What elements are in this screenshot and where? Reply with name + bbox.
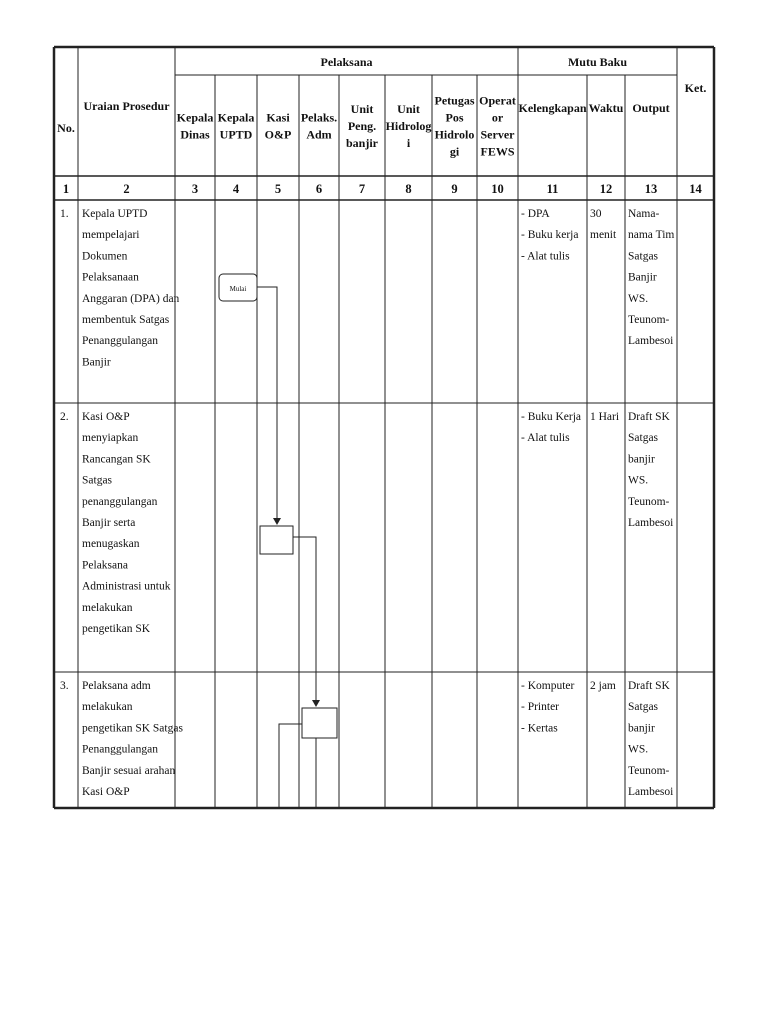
- time-text: 30: [590, 208, 602, 220]
- output-text: Lambesoi: [628, 517, 674, 529]
- column-number: 13: [644, 182, 658, 196]
- procedure-text: Rancangan SK: [82, 453, 151, 466]
- column-number: 12: [599, 182, 613, 196]
- column-number: 1: [62, 182, 70, 196]
- column-number: 9: [451, 182, 458, 196]
- header-actor-label: gi: [449, 144, 460, 159]
- process-pelaks-adm: [302, 708, 337, 738]
- output-text: Satgas: [628, 250, 659, 263]
- header-actor-label: FEWS: [480, 144, 515, 159]
- header-actor-label: Kepala: [176, 110, 214, 125]
- procedure-text: Administrasi untuk: [82, 580, 171, 593]
- equipment-text: - DPA: [521, 208, 550, 220]
- header-actor-label: Petugas: [434, 93, 475, 108]
- procedure-text: mempelajari: [82, 229, 140, 242]
- header-uraian: Uraian Prosedur: [83, 99, 170, 113]
- procedure-text: menyiapkan: [82, 432, 139, 445]
- row-number: 1.: [60, 208, 69, 220]
- output-text: banjir: [628, 453, 655, 466]
- column-number: 5: [274, 182, 282, 196]
- header-mutu-label: Kelengkapan: [518, 101, 587, 115]
- header-actor-label: banjir: [345, 136, 379, 150]
- column-number: 2: [123, 182, 130, 196]
- flowchart: [219, 274, 337, 808]
- header-actor-label: Peng.: [347, 119, 377, 133]
- equipment-text: - Komputer: [521, 680, 575, 692]
- procedure-text: Anggaran (DPA) dan: [82, 292, 180, 305]
- column-number: 14: [689, 182, 702, 196]
- procedure-text: Kepala UPTD: [82, 208, 148, 220]
- header-actor-label: Unit: [397, 102, 420, 116]
- procedure-text: Penanggulangan: [82, 743, 159, 756]
- table-grid: [54, 47, 714, 808]
- header-pelaksana: Pelaksana: [320, 55, 373, 69]
- output-text: Teunom-: [628, 495, 670, 508]
- column-number: 3: [191, 182, 199, 196]
- header-no: No.: [57, 121, 75, 135]
- output-text: WS.: [628, 474, 649, 487]
- header-actor-label: Hidrolog: [385, 119, 432, 133]
- header-actor-label: Dinas: [180, 127, 210, 142]
- procedure-text: penanggulangan: [82, 495, 158, 508]
- procedure-text: pengetikan SK: [82, 623, 151, 635]
- row-number: 3.: [60, 680, 69, 692]
- time-text: 2 jam: [590, 680, 616, 692]
- header-actor-label: UPTD: [219, 127, 253, 142]
- procedure-text: Penanggulangan: [82, 335, 159, 348]
- output-text: Satgas: [628, 432, 659, 445]
- output-text: Lambesoi: [628, 335, 674, 348]
- procedure-text: pengetikan SK Satgas: [82, 722, 183, 735]
- procedure-text: menugaskan: [82, 538, 140, 551]
- row-number: 2.: [60, 411, 69, 423]
- header-actor-label: Operat: [479, 93, 516, 108]
- output-text: Draft SK: [628, 680, 670, 692]
- header-actor-label: O&P: [264, 127, 292, 142]
- column-number: 6: [315, 182, 323, 196]
- table-text: [57, 55, 706, 798]
- procedure-text: Satgas: [82, 474, 113, 487]
- header-actor-label: or: [491, 110, 504, 125]
- header-actor-label: Server: [480, 127, 515, 142]
- output-text: Draft SK: [628, 411, 670, 423]
- header-mutu-label: Output: [632, 101, 670, 115]
- output-text: Nama-: [628, 208, 660, 220]
- output-text: Lambesoi: [628, 786, 674, 798]
- procedure-text: Kasi O&P: [82, 786, 130, 798]
- column-number: 10: [491, 182, 504, 196]
- procedure-text: Pelaksana adm: [82, 680, 151, 692]
- equipment-text: - Buku Kerja: [521, 411, 582, 423]
- procedure-text: Dokumen: [82, 250, 128, 263]
- procedure-text: Pelaksana: [82, 559, 128, 572]
- column-number: 7: [358, 182, 366, 196]
- connector-start-to-kasi: [257, 287, 277, 524]
- procedure-text: Banjir sesuai arahan: [82, 764, 176, 777]
- column-number: 11: [546, 182, 559, 196]
- column-number: 4: [232, 182, 240, 196]
- header-actor-label: Unit: [350, 102, 374, 116]
- equipment-text: - Buku kerja: [521, 229, 579, 242]
- output-text: WS.: [628, 743, 649, 756]
- output-text: WS.: [628, 292, 649, 305]
- header-actor-label: Pelaks.: [300, 110, 338, 125]
- header-actor-label: Pos: [445, 110, 464, 125]
- header-actor-label: Kasi: [266, 110, 290, 125]
- procedure-text: membentuk Satgas: [82, 314, 170, 326]
- header-actor-label: Kepala: [217, 110, 255, 125]
- procedure-text: melakukan: [82, 701, 133, 714]
- procedure-text: melakukan: [82, 601, 133, 614]
- column-number: 8: [405, 182, 412, 196]
- output-text: Teunom-: [628, 764, 670, 777]
- output-text: nama Tim: [628, 229, 675, 242]
- header-mutu-baku: Mutu Baku: [567, 55, 628, 69]
- start-terminator-label: Mulai: [229, 285, 247, 293]
- equipment-text: - Printer: [521, 701, 560, 714]
- equipment-text: - Alat tulis: [521, 250, 570, 263]
- procedure-text: Pelaksanaan: [82, 271, 139, 284]
- header-actor-label: i: [406, 136, 411, 150]
- procedure-text: Banjir: [82, 356, 111, 369]
- header-actor-label: Hidrolo: [434, 127, 475, 142]
- connector-kasi-to-adm: [293, 537, 316, 706]
- procedure-text: Banjir serta: [82, 517, 136, 529]
- header-mutu-label: Waktu: [588, 101, 624, 115]
- output-text: Banjir: [628, 271, 657, 284]
- equipment-text: - Alat tulis: [521, 432, 570, 445]
- output-text: Teunom-: [628, 314, 670, 326]
- output-text: Satgas: [628, 701, 659, 714]
- process-kasi-op: [260, 526, 293, 554]
- time-text: 1 Hari: [590, 411, 620, 423]
- procedure-text: Kasi O&P: [82, 411, 130, 423]
- output-text: banjir: [628, 722, 655, 735]
- header-ket: Ket.: [684, 81, 707, 95]
- equipment-text: - Kertas: [521, 722, 558, 735]
- time-text: menit: [590, 229, 617, 242]
- header-actor-label: Adm: [306, 127, 332, 142]
